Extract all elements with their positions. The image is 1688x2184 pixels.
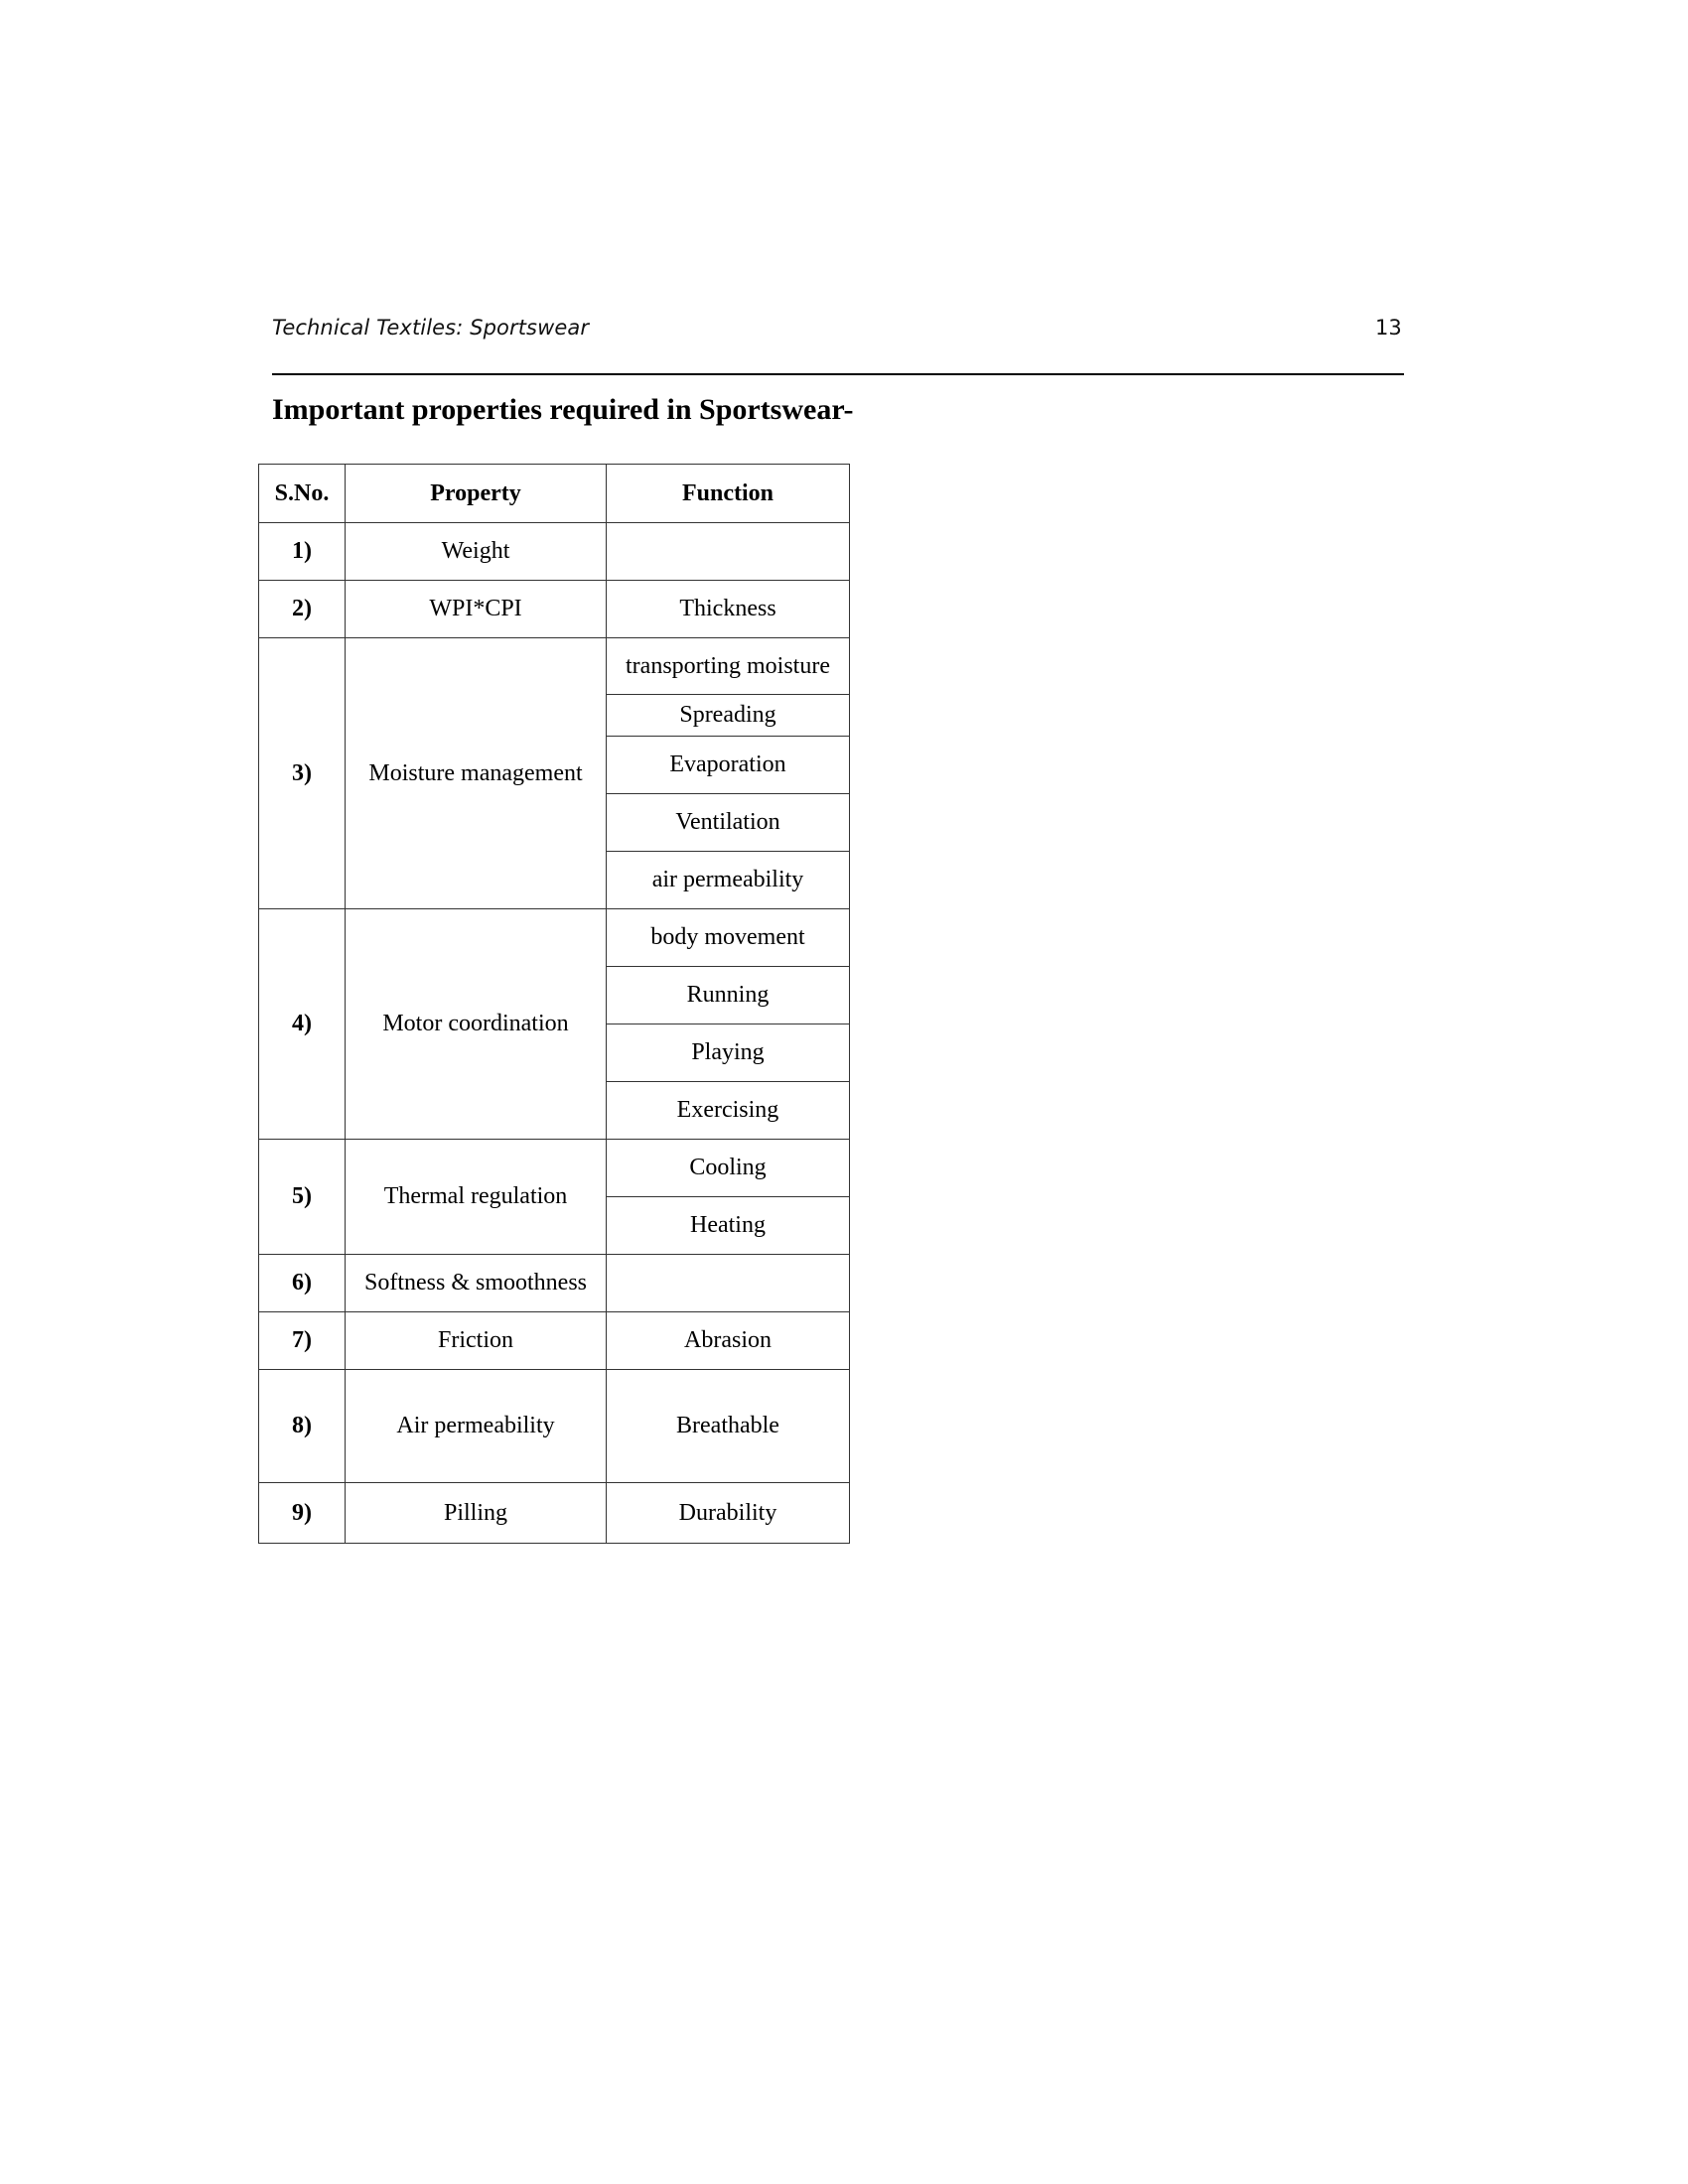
- column-header-property: Property: [346, 465, 607, 523]
- cell-sno: 3): [259, 638, 346, 909]
- cell-function: Spreading: [607, 695, 850, 737]
- cell-sno: 7): [259, 1312, 346, 1370]
- cell-sno: 8): [259, 1370, 346, 1483]
- page-number: 13: [1375, 316, 1402, 340]
- cell-property: Motor coordination: [346, 909, 607, 1140]
- cell-function: Running: [607, 967, 850, 1024]
- cell-property: Moisture management: [346, 638, 607, 909]
- table-row: [259, 909, 850, 967]
- cell-property: WPI*CPI: [346, 581, 607, 638]
- cell-sno: 6): [259, 1255, 346, 1312]
- header-divider: [272, 373, 1404, 375]
- cell-function: [607, 523, 850, 581]
- table-row: [259, 1140, 850, 1197]
- cell-function: Durability: [607, 1483, 850, 1544]
- running-header-title: Technical Textiles: Sportswear: [272, 316, 590, 340]
- cell-function: transporting moisture: [607, 638, 850, 695]
- cell-function: [607, 1255, 850, 1312]
- table-row: [259, 1312, 850, 1370]
- section-title: Important properties required in Sportswear-: [272, 393, 854, 426]
- cell-function: Abrasion: [607, 1312, 850, 1370]
- table-header-row: [259, 465, 850, 523]
- cell-property: Thermal regulation: [346, 1140, 607, 1255]
- cell-property: Friction: [346, 1312, 607, 1370]
- table-row: [259, 1370, 850, 1483]
- cell-property: Air permeability: [346, 1370, 607, 1483]
- cell-sno: 4): [259, 909, 346, 1140]
- cell-function: body movement: [607, 909, 850, 967]
- cell-function: Exercising: [607, 1082, 850, 1140]
- cell-function: Evaporation: [607, 737, 850, 794]
- cell-function: Breathable: [607, 1370, 850, 1483]
- cell-property: Weight: [346, 523, 607, 581]
- cell-sno: 1): [259, 523, 346, 581]
- table-row: [259, 1483, 850, 1544]
- table-row: [259, 523, 850, 581]
- cell-sno: 2): [259, 581, 346, 638]
- column-header-sno: S.No.: [259, 465, 346, 523]
- cell-property: Pilling: [346, 1483, 607, 1544]
- cell-function: air permeability: [607, 852, 850, 909]
- column-header-function: Function: [607, 465, 850, 523]
- table-row: [259, 581, 850, 638]
- cell-function: Cooling: [607, 1140, 850, 1197]
- cell-function: Ventilation: [607, 794, 850, 852]
- cell-sno: 9): [259, 1483, 346, 1544]
- cell-function: Playing: [607, 1024, 850, 1082]
- table-row: [259, 638, 850, 695]
- table-row: [259, 1255, 850, 1312]
- properties-table: [258, 464, 850, 1544]
- cell-function: Thickness: [607, 581, 850, 638]
- table-body: [259, 523, 850, 1544]
- cell-function: Heating: [607, 1197, 850, 1255]
- cell-sno: 5): [259, 1140, 346, 1255]
- cell-property: Softness & smoothness: [346, 1255, 607, 1312]
